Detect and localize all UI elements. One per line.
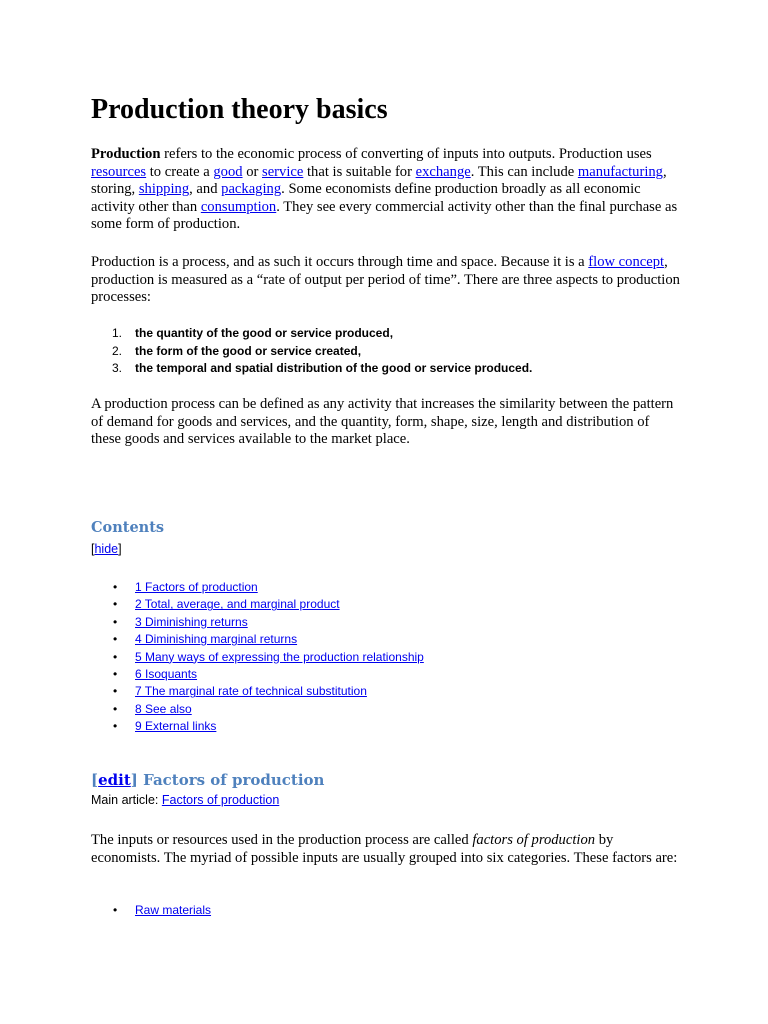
link-flow-concept[interactable]: flow concept <box>588 254 665 270</box>
aspects-list <box>91 325 532 378</box>
toc-item <box>91 701 424 718</box>
link-raw-materials[interactable]: Raw materials <box>135 903 212 917</box>
toc-item <box>91 631 424 648</box>
bracket: [ <box>91 771 99 789</box>
toc-item <box>91 649 424 666</box>
process-paragraph <box>91 254 681 307</box>
page-title: Production theory basics <box>91 94 388 125</box>
term-factors-of-production: factors of production <box>472 832 596 848</box>
text: Production is a process, and as such it occurs through time and space. Because it is a <box>91 254 589 270</box>
item-number: 1. <box>112 326 123 340</box>
section-title: Factors of production <box>137 771 325 789</box>
factors-list <box>91 902 211 919</box>
text: . Some economists define production broadly as all economic activity other than <box>91 181 641 215</box>
factors-paragraph <box>91 832 681 867</box>
bullet-icon: • <box>113 614 118 629</box>
bracket: ] <box>118 542 122 556</box>
bullet-icon: • <box>113 701 118 716</box>
bullet-icon: • <box>113 649 118 664</box>
link-packaging[interactable]: packaging <box>221 181 282 197</box>
bullet-icon: • <box>113 667 118 682</box>
link-shipping[interactable]: shipping <box>138 181 190 197</box>
toc-item <box>91 683 424 700</box>
bullet-icon: • <box>113 632 118 647</box>
text: by economists. The myriad of possible inputs are usually grouped into six categories. These factors are: <box>91 832 678 866</box>
contents-list <box>91 579 424 736</box>
contents-heading: Contents <box>91 519 165 536</box>
toc-link-9[interactable]: 9 External links <box>135 719 217 734</box>
main-article-line <box>91 793 279 807</box>
bullet-icon: • <box>113 580 118 594</box>
item-number: 2. <box>112 343 123 358</box>
link-resources[interactable]: resources <box>91 163 147 180</box>
text: that is suitable for <box>303 163 416 180</box>
bracket: ] <box>130 771 138 789</box>
list-item <box>91 902 211 919</box>
toc-item <box>91 614 424 631</box>
toc-item <box>91 596 424 613</box>
list-item <box>91 343 532 361</box>
main-article-label: Main article: <box>91 793 162 807</box>
toc-item <box>91 718 424 735</box>
toc-item <box>91 666 424 683</box>
link-good[interactable]: good <box>213 163 243 180</box>
item-text: the temporal and spatial distribution of the good or service produced. <box>135 361 533 375</box>
text: . This can include <box>470 163 578 180</box>
link-service[interactable]: service <box>262 163 304 180</box>
bullet-icon: • <box>113 719 118 734</box>
link-exchange[interactable]: exchange <box>415 163 471 180</box>
text: , and <box>189 181 222 197</box>
item-text: the quantity of the good or service produced, <box>135 326 394 340</box>
toc-link-4[interactable]: 4 Diminishing marginal returns <box>135 632 298 647</box>
text: , storing, <box>91 163 667 197</box>
bullet-icon: • <box>113 903 118 917</box>
toc-link-8[interactable]: 8 See also <box>135 701 192 716</box>
toc-link-1[interactable]: 1 Factors of production <box>135 580 258 594</box>
text: refers to the economic process of converting of inputs into outputs. Production uses <box>160 146 652 162</box>
item-number: 3. <box>112 361 123 375</box>
text: to create a <box>146 163 214 180</box>
definition-paragraph: A production process can be defined as any activity that increases the similarity between the pattern of demand for goods and services, and the quantity, form, shape, size, length and distribution of these goods and services available to the market place. <box>91 396 674 447</box>
term-production: Production <box>91 146 161 162</box>
text: . They see every commercial activity other than the final purchase as some form of production. <box>91 198 678 232</box>
list-item <box>91 360 532 378</box>
edit-link[interactable]: edit <box>98 771 131 789</box>
hide-link[interactable]: hide <box>94 542 119 556</box>
toc-link-6[interactable]: 6 Isoquants <box>135 667 198 682</box>
toc-link-2[interactable]: 2 Total, average, and marginal product <box>135 597 340 612</box>
text: The inputs or resources used in the production process are called <box>91 832 473 848</box>
list-item <box>91 325 532 343</box>
text: or <box>242 163 263 180</box>
link-manufacturing[interactable]: manufacturing <box>577 163 663 180</box>
hide-toggle-line <box>91 542 122 556</box>
intro-paragraph <box>91 146 681 234</box>
toc-link-3[interactable]: 3 Diminishing returns <box>135 614 248 629</box>
item-text: the form of the good or service created, <box>135 343 362 358</box>
bullet-icon: • <box>113 597 118 612</box>
toc-item <box>91 579 424 596</box>
link-consumption[interactable]: consumption <box>200 198 277 215</box>
text: , production is measured as a “rate of output per period of time”. There are three aspects to production processes: <box>91 254 680 305</box>
main-article-link[interactable]: Factors of production <box>161 793 280 807</box>
bracket: [ <box>91 542 95 556</box>
toc-link-5[interactable]: 5 Many ways of expressing the production relationship <box>135 649 424 664</box>
toc-link-7[interactable]: 7 The marginal rate of technical substitution <box>135 684 367 699</box>
bullet-icon: • <box>113 684 118 699</box>
section-heading-factors <box>91 771 324 789</box>
